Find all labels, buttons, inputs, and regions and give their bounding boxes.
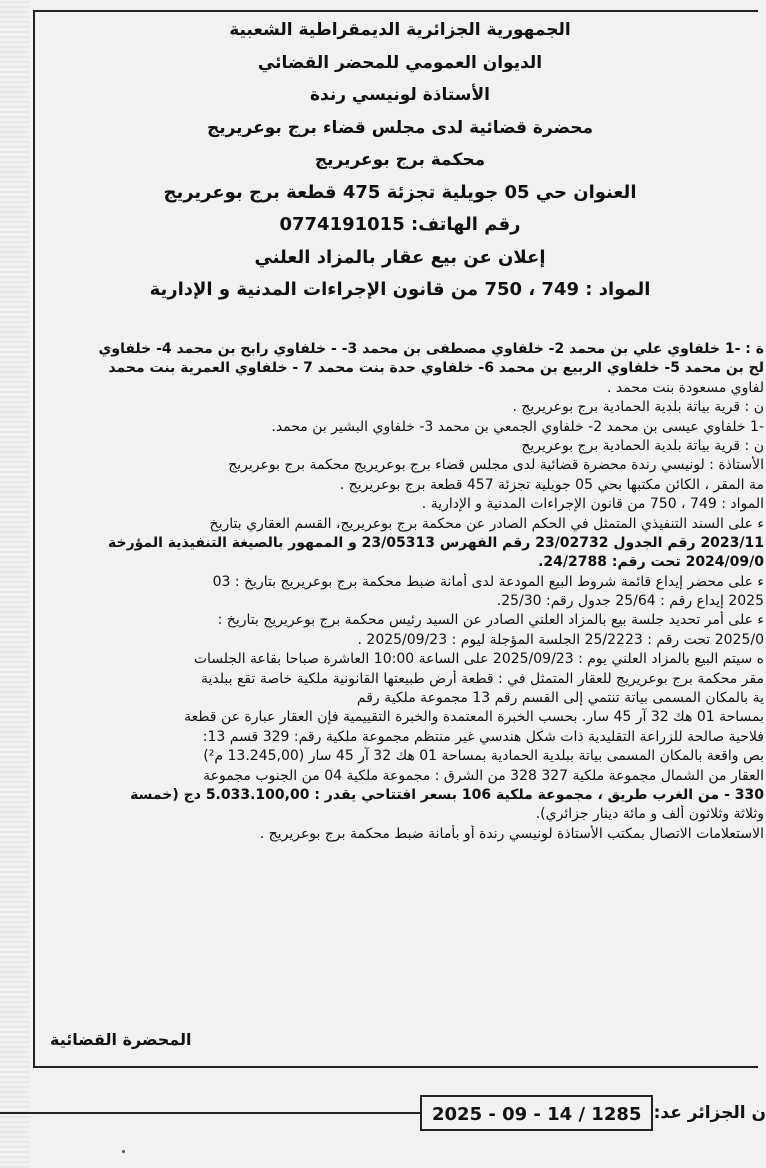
body-line: ء على محضر إيداع قائمة شروط البيع المودعة لدى أمانة ضبط محكمة برج بوعريريج بتاريخ : 03 bbox=[212, 573, 764, 590]
body-line: 330 - من الغرب طريق ، مجموعة ملكية 106 بسعر افتتاحي يقدر : 5.033.100,00 دج (خمسة bbox=[130, 786, 764, 803]
body-line: بمساحة 01 هك 32 آر 45 سار. بحسب الخبرة المعتمدة والخبرة التقييمية فإن العقار عبارة عن قطعة bbox=[184, 709, 764, 726]
body-line: وثلاثة وثلاثون ألف و مائة دينار جزائري). bbox=[535, 806, 764, 823]
body-line: المواد : 749 ، 750 من قانون الإجراءات المدنية و الإدارية . bbox=[421, 496, 764, 513]
body-line: ة : -1 خلفاوي علي بن محمد 2- خلفاوي مصطفى بن محمد 3- - خلفاوي رابح بن محمد 4- خلفاوي bbox=[98, 341, 764, 357]
reference-number: 2025 - 09 - 14 / 1285 bbox=[420, 1095, 653, 1131]
body-line: ء على السند التنفيذي المتمثل في الحكم الصادر عن محكمة برج بوعريريج، القسم العقاري بتاريخ bbox=[209, 515, 764, 532]
body-line: ء على أمر تحديد جلسة بيع بالمزاد العلني الصادر عن السيد رئيس محكمة برج بوعريريج بتاريخ : bbox=[217, 612, 764, 629]
body-line: 2025 إيداع رقم : 25/64 جدول رقم: 25/30. bbox=[496, 593, 764, 610]
body-line: ية بالمكان المسمى بياتة تنتمي إلى القسم رقم 13 مجموعة ملكية رقم bbox=[356, 690, 764, 707]
body-line: فلاحية صالحة للزراعة التقليدية ذات شكل هندسي غير منتظم مجموعة ملكية رقم: 329 قسم 13: bbox=[202, 728, 764, 745]
notice-body bbox=[42, 340, 764, 844]
body-line: لح بن محمد 5- خلفاوي الربيع بن محمد 6- خلفاوي حدة بنت محمد 7 - خلفاوي العمرية بنت محمد bbox=[108, 360, 764, 377]
scan-speck bbox=[122, 1150, 125, 1153]
header-line-articles: المواد : 749 ، 750 من قانون الإجراءات المدنية و الإدارية bbox=[149, 279, 651, 300]
body-line: ن : قرية بياتة بلدية الحمادية برج بوعريريج bbox=[521, 437, 764, 454]
body-line: ه سيتم البيع بالمزاد العلني يوم : 2025/09/23 على الساعة 10:00 العاشرة صباحا بقاعة الجلسات bbox=[193, 651, 764, 668]
header-line-announcement-title: إعلان عن بيع عقار بالمزاد العلني bbox=[254, 246, 546, 268]
header-line-phone: رقم الهاتف: 0774191015 bbox=[279, 214, 521, 235]
body-line: مقر محكمة برج بوعريريج للعقار المتمثل في : قطعة أرض طبيعتها القانونية ملكية خاصة تقع ببلدية bbox=[201, 670, 764, 687]
scan-edge bbox=[0, 0, 30, 1168]
header-line-address: العنوان حي 05 جويلية تجزئة 475 قطعة برج بوعريريج bbox=[163, 181, 637, 203]
body-line: الأستاذة : لونيسي رندة محضرة قضائية لدى مجلس قضاء برج بوعريريج محكمة برج بوعريريج bbox=[228, 457, 764, 474]
header-line-bailiff-court: محضرة قضائية لدى مجلس قضاء برج بوعريريج bbox=[206, 117, 594, 138]
signoff: المحضرة القضائية bbox=[50, 1030, 192, 1049]
body-line: 2024/09/0 تحت رقم: 24/2788. bbox=[538, 554, 764, 571]
reference-label: ن الجزائر عد: bbox=[420, 1095, 766, 1131]
header-line-bailiff-name: الأستاذة لونيسي رندة bbox=[309, 85, 490, 105]
body-line: 2025/0 تحت رقم : 25/2223 الجلسة المؤجلة ليوم : 2025/09/23 . bbox=[357, 631, 764, 648]
header-line-office: الديوان العمومي للمحضر القضائي bbox=[257, 52, 543, 73]
body-line: الاستعلامات الاتصال بمكتب الأستاذة لونيسي رندة أو بأمانة ضبط محكمة برج بوعريريج . bbox=[259, 825, 764, 842]
body-line: مة المقر ، الكائن مكتبها بحي 05 جويلية تجزئة 457 قطعة برج بوعريريج . bbox=[339, 476, 764, 493]
body-line: لفاوي مسعودة بنت محمد . bbox=[607, 379, 764, 396]
body-line: 2023/11 رقم الجدول 23/02732 رقم الفهرس 23/05313 و الممهور بالصيغة التنفيذية المؤرخة bbox=[108, 534, 764, 551]
header-line-court: محكمة برج بوعريريج bbox=[314, 150, 486, 170]
notice-header bbox=[40, 14, 760, 307]
body-line: -1 خلفاوي عيسى بن محمد 2- خلفاوي الجمعي بن محمد 3- خلفاوي البشير بن محمد. bbox=[271, 418, 764, 435]
body-line: بص واقعة بالمكان المسمى بياتة ببلدية الحمادية بمساحة 01 هك 32 آر 45 سار (13.245,00 م²) bbox=[203, 748, 764, 765]
body-line: ن : قرية بياتة بلدية الحمادية برج بوعريريج . bbox=[512, 399, 764, 416]
header-line-republic: الجمهورية الجزائرية الديمقراطية الشعبية bbox=[229, 20, 571, 40]
body-line: العقار من الشمال مجموعة ملكية 327 328 من الشرق : مجموعة ملكية 04 من الجنوب مجموعة bbox=[203, 767, 764, 784]
